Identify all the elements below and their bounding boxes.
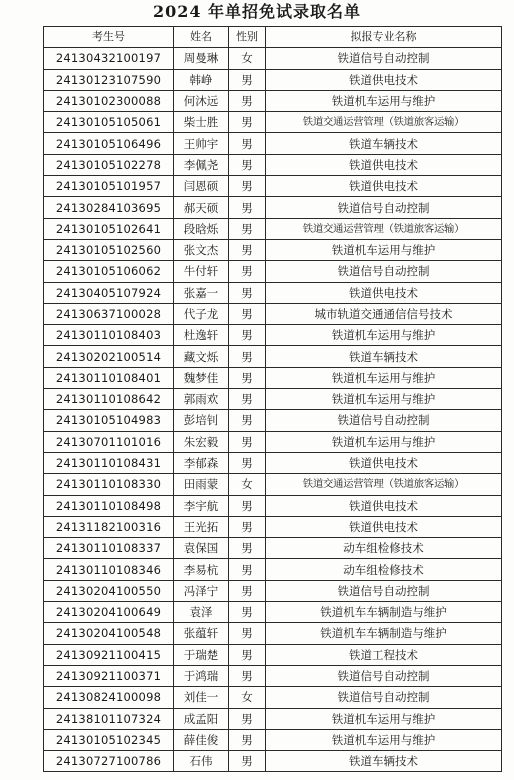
gender-cell: 男 [229,154,266,175]
gender-cell: 男 [229,346,266,367]
student-name-cell: 代子龙 [174,303,229,324]
student-name-cell: 杜逸轩 [174,325,229,346]
exam-id-cell: 24130105104983 [44,410,174,431]
student-name-cell: 张文杰 [174,239,229,260]
major-cell: 铁道机车运用与维护 [266,431,502,452]
exam-id-cell: 24130110108498 [44,495,174,516]
student-name-cell: 李易杭 [174,559,229,580]
exam-id-cell: 24130105102560 [44,239,174,260]
table-row [44,538,502,559]
student-name-cell: 薛佳俊 [174,729,229,750]
exam-id-cell: 24130824100098 [44,687,174,708]
exam-id-cell: 24130202100514 [44,346,174,367]
gender-cell: 男 [229,623,266,644]
major-cell: 铁道供电技术 [266,176,502,197]
gender-cell: 男 [229,112,266,133]
exam-id-cell: 24130432100197 [44,48,174,69]
gender-cell: 男 [229,559,266,580]
student-name-cell: 张嘉一 [174,282,229,303]
table-row [44,133,502,154]
exam-id-cell: 24138101107324 [44,708,174,729]
exam-id-cell: 24130105102278 [44,154,174,175]
table-row [44,48,502,69]
table-row [44,218,502,239]
gender-cell: 男 [229,197,266,218]
gender-cell: 男 [229,218,266,239]
student-name-cell: 牛付轩 [174,261,229,282]
student-name-cell: 魏梦佳 [174,367,229,388]
table-row [44,154,502,175]
gender-cell: 男 [229,90,266,111]
table-row [44,410,502,431]
header-exam-id: 考生号 [44,27,174,48]
exam-id-cell: 24130105105061 [44,112,174,133]
table-row [44,176,502,197]
gender-cell: 男 [229,495,266,516]
exam-id-cell: 24130110108337 [44,538,174,559]
document-title: 2024 年单招免试录取名单 [152,2,362,21]
gender-cell: 男 [229,303,266,324]
student-name-cell: 王帅宇 [174,133,229,154]
exam-id-cell: 24130110108642 [44,389,174,410]
table-row [44,665,502,686]
gender-cell: 男 [229,602,266,623]
table-row [44,367,502,388]
major-cell: 铁道交通运营管理（铁道旅客运输） [266,112,502,133]
major-cell: 铁道交通运营管理（铁道旅客运输） [266,474,502,495]
table-row [44,516,502,537]
major-cell: 铁道信号自动控制 [266,665,502,686]
table-row [44,602,502,623]
gender-cell: 男 [229,452,266,473]
student-name-cell: 于鸿瑞 [174,665,229,686]
gender-cell: 男 [229,69,266,90]
gender-cell: 男 [229,282,266,303]
gender-cell: 男 [229,708,266,729]
gender-cell: 男 [229,410,266,431]
major-cell: 铁道车辆技术 [266,133,502,154]
student-name-cell: 张蕴轩 [174,623,229,644]
student-name-cell: 田雨蒙 [174,474,229,495]
gender-cell: 女 [229,474,266,495]
table-row [44,197,502,218]
major-cell: 铁道机车运用与维护 [266,325,502,346]
exam-id-cell: 24130110108431 [44,452,174,473]
gender-cell: 女 [229,687,266,708]
exam-id-cell: 24130102300088 [44,90,174,111]
student-name-cell: 于瑞楚 [174,644,229,665]
student-name-cell: 彭培钊 [174,410,229,431]
exam-id-cell: 24130105106496 [44,133,174,154]
exam-id-cell: 24130921100415 [44,644,174,665]
exam-id-cell: 24130405107924 [44,282,174,303]
major-cell: 铁道供电技术 [266,495,502,516]
gender-cell: 男 [229,325,266,346]
major-cell: 铁道供电技术 [266,452,502,473]
exam-id-cell: 24130105102641 [44,218,174,239]
exam-id-cell: 24130727100786 [44,751,174,772]
exam-id-cell: 24130921100371 [44,665,174,686]
gender-cell: 女 [229,48,266,69]
gender-cell: 男 [229,239,266,260]
major-cell: 铁道供电技术 [266,154,502,175]
major-cell: 铁道机车运用与维护 [266,729,502,750]
major-cell: 动车组检修技术 [266,538,502,559]
exam-id-cell: 24130110108401 [44,367,174,388]
table-row [44,69,502,90]
major-cell: 铁道机车运用与维护 [266,239,502,260]
table-row [44,261,502,282]
exam-id-cell: 24130637100028 [44,303,174,324]
table-row [44,495,502,516]
student-name-cell: 郭雨欢 [174,389,229,410]
table-row [44,282,502,303]
table-row [44,580,502,601]
exam-id-cell: 24130204100550 [44,580,174,601]
exam-id-cell: 24131182100316 [44,516,174,537]
table-row [44,346,502,367]
gender-cell: 男 [229,133,266,154]
gender-cell: 男 [229,389,266,410]
gender-cell: 男 [229,538,266,559]
student-name-cell: 李宇航 [174,495,229,516]
major-cell: 铁道车辆技术 [266,346,502,367]
exam-id-cell: 24130110108403 [44,325,174,346]
table-row [44,708,502,729]
major-cell: 铁道信号自动控制 [266,580,502,601]
table-row [44,452,502,473]
major-cell: 城市轨道交通通信信号技术 [266,303,502,324]
table-row [44,239,502,260]
table-row [44,687,502,708]
exam-id-cell: 24130105102345 [44,729,174,750]
table-body [44,48,502,772]
major-cell: 铁道机车运用与维护 [266,389,502,410]
table-row [44,474,502,495]
major-cell: 铁道供电技术 [266,516,502,537]
table-row [44,751,502,772]
student-name-cell: 石伟 [174,751,229,772]
gender-cell: 男 [229,516,266,537]
student-name-cell: 刘佳一 [174,687,229,708]
table-row [44,303,502,324]
major-cell: 铁道车辆技术 [266,751,502,772]
table-row [44,729,502,750]
student-name-cell: 何沐远 [174,90,229,111]
major-cell: 铁道交通运营管理（铁道旅客运输） [266,218,502,239]
exam-id-cell: 24130701101016 [44,431,174,452]
exam-id-cell: 24130204100649 [44,602,174,623]
student-name-cell: 闫恩硕 [174,176,229,197]
table-row [44,325,502,346]
major-cell: 铁道机车车辆制造与维护 [266,623,502,644]
major-cell: 铁道机车运用与维护 [266,90,502,111]
table-row [44,431,502,452]
exam-id-cell: 24130110108346 [44,559,174,580]
table-row [44,389,502,410]
gender-cell: 男 [229,751,266,772]
major-cell: 铁道供电技术 [266,282,502,303]
table-row [44,559,502,580]
student-name-cell: 郝天硕 [174,197,229,218]
major-cell: 铁道信号自动控制 [266,197,502,218]
major-cell: 铁道机车运用与维护 [266,708,502,729]
header-name: 姓名 [174,27,229,48]
header-gender: 性别 [229,27,266,48]
admission-table [43,26,502,772]
exam-id-cell: 24130204100548 [44,623,174,644]
major-cell: 铁道供电技术 [266,69,502,90]
major-cell: 铁道机车车辆制造与维护 [266,602,502,623]
gender-cell: 男 [229,176,266,197]
gender-cell: 男 [229,729,266,750]
header-major: 拟报专业名称 [266,27,502,48]
gender-cell: 男 [229,261,266,282]
exam-id-cell: 24130105101957 [44,176,174,197]
student-name-cell: 李佩尧 [174,154,229,175]
student-name-cell: 朱宏毅 [174,431,229,452]
student-name-cell: 段晗烁 [174,218,229,239]
table-row [44,644,502,665]
major-cell: 铁道信号自动控制 [266,48,502,69]
major-cell: 铁道信号自动控制 [266,261,502,282]
major-cell: 铁道信号自动控制 [266,687,502,708]
table-header-row [44,27,502,48]
major-cell: 动车组检修技术 [266,559,502,580]
gender-cell: 男 [229,665,266,686]
exam-id-cell: 24130105106062 [44,261,174,282]
major-cell: 铁道工程技术 [266,644,502,665]
student-name-cell: 袁泽 [174,602,229,623]
table-row [44,112,502,133]
gender-cell: 男 [229,367,266,388]
student-name-cell: 韩峥 [174,69,229,90]
student-name-cell: 成孟阳 [174,708,229,729]
student-name-cell: 柴士胜 [174,112,229,133]
exam-id-cell: 24130110108330 [44,474,174,495]
major-cell: 铁道信号自动控制 [266,410,502,431]
student-name-cell: 周曼琳 [174,48,229,69]
major-cell: 铁道机车运用与维护 [266,367,502,388]
gender-cell: 男 [229,580,266,601]
student-name-cell: 王光拓 [174,516,229,537]
student-name-cell: 袁保国 [174,538,229,559]
student-name-cell: 藏文烁 [174,346,229,367]
exam-id-cell: 24130123107590 [44,69,174,90]
student-name-cell: 李郁森 [174,452,229,473]
table-row [44,90,502,111]
table-row [44,623,502,644]
student-name-cell: 冯泽宁 [174,580,229,601]
exam-id-cell: 24130284103695 [44,197,174,218]
gender-cell: 男 [229,431,266,452]
gender-cell: 男 [229,644,266,665]
